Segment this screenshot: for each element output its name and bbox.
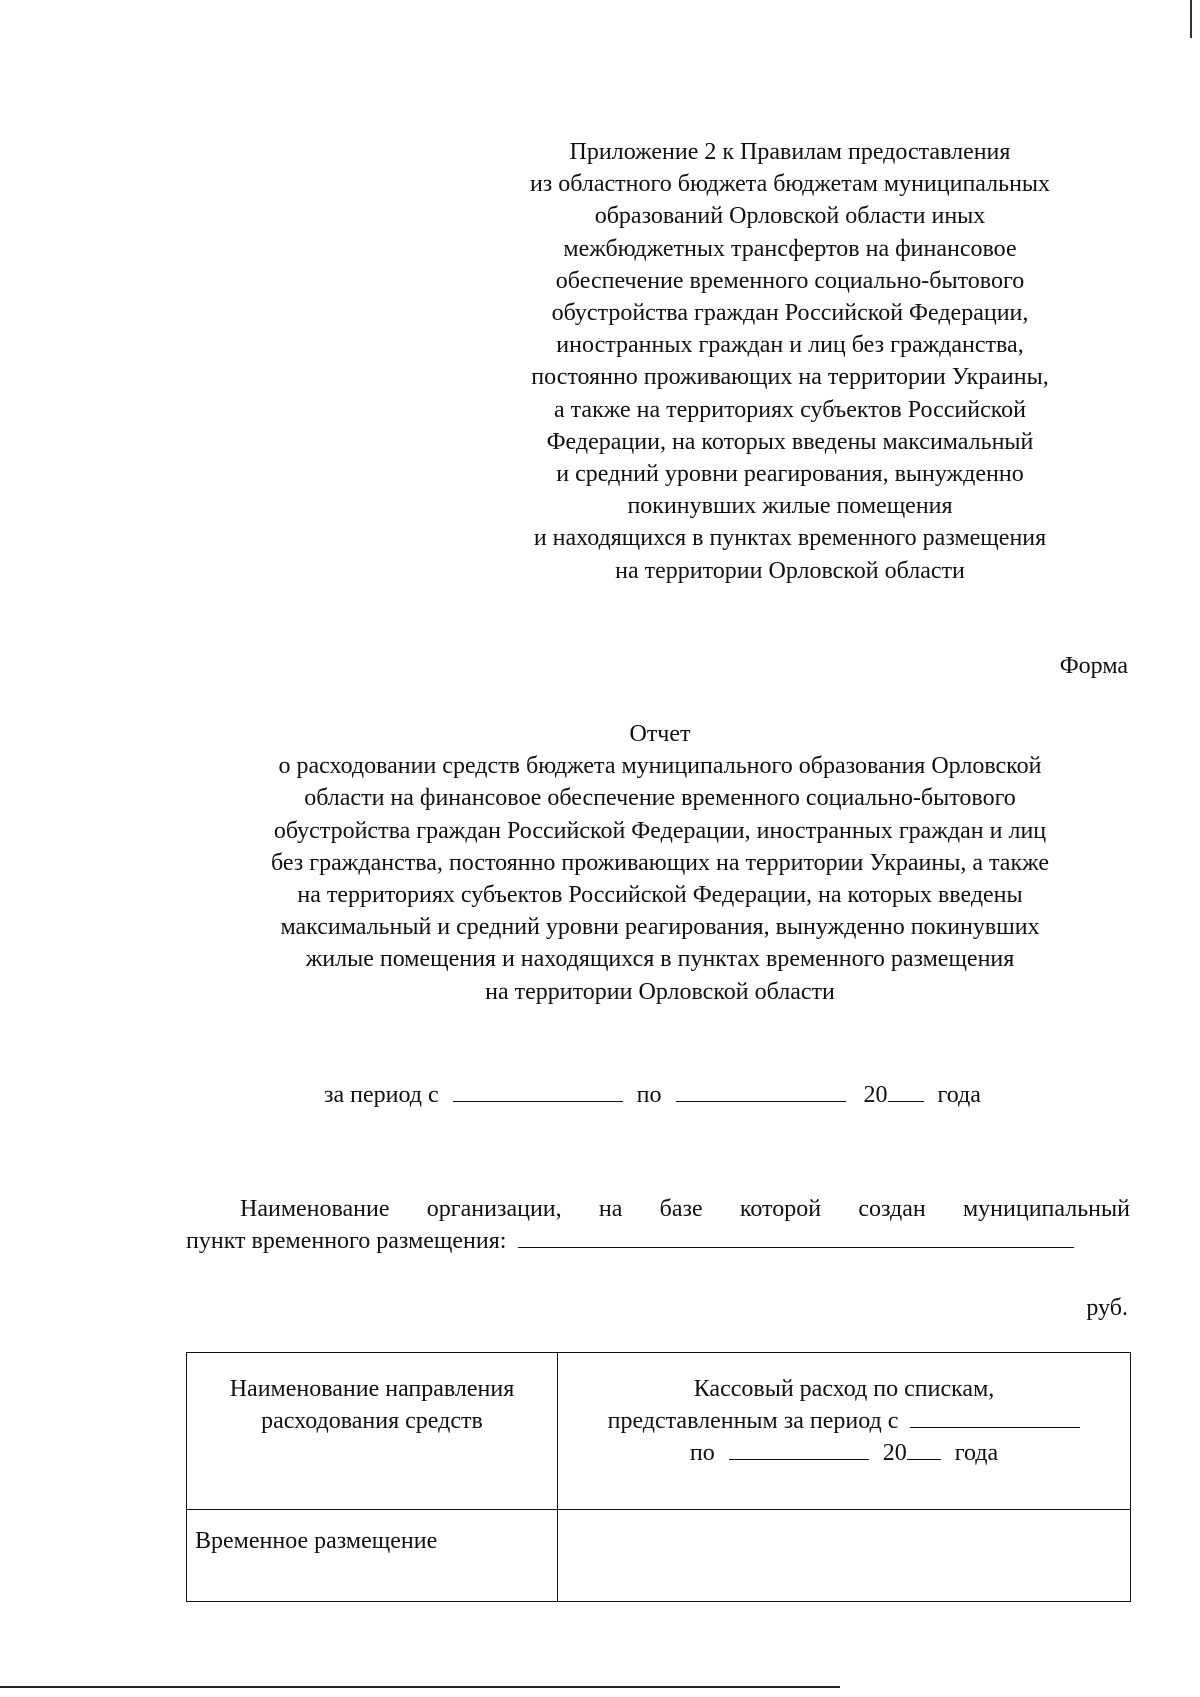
- period-line: [324, 1079, 981, 1109]
- annex-line: и находящихся в пунктах временного размещения: [533, 525, 1047, 552]
- page-edge-mark: [1190, 0, 1192, 38]
- annex-line: обустройства граждан Российской Федерации,: [551, 300, 1029, 327]
- header-direction: [187, 1353, 558, 1510]
- report-line: о расходовании средств бюджета муниципального образования Орловской: [278, 753, 1042, 780]
- header-cash-expense: [558, 1353, 1131, 1510]
- header-year-suffix: года: [954, 1440, 999, 1466]
- header-direction-line1: Наименование направления: [229, 1376, 515, 1402]
- organization-block: [186, 1193, 1130, 1257]
- annex-line: постоянно проживающих на территории Украины,: [531, 364, 1049, 391]
- annex-line: покинувших жилые помещения: [627, 493, 953, 520]
- annex-line: иностранных граждан и лиц без гражданства,: [556, 332, 1024, 359]
- organization-label-line1: Наименование организации, на базе которой создан муниципальный: [240, 1196, 1130, 1222]
- period-to-label: по: [636, 1082, 662, 1108]
- annex-line: и средний уровни реагирования, вынужденно: [556, 461, 1024, 488]
- header-year-prefix: 20: [882, 1440, 907, 1466]
- report-line: без гражданства, постоянно проживающих на территории Украины, а также: [270, 849, 1050, 876]
- period-from-label: за период с: [324, 1082, 439, 1108]
- header-cash-period-label: представленным за период с: [607, 1408, 899, 1434]
- organization-name-field[interactable]: [518, 1225, 1074, 1248]
- header-period-to-field[interactable]: [729, 1437, 869, 1460]
- currency-label: руб.: [1086, 1295, 1128, 1321]
- report-line: на территориях субъектов Российской Федерации, на которых введены: [297, 882, 1023, 909]
- header-direction-line2: расходования средств: [261, 1408, 483, 1434]
- annex-line: Приложение 2 к Правилам предоставления: [569, 139, 1011, 165]
- annex-line: Федерации, на которых введены максимальный: [546, 428, 1034, 455]
- annex-line: на территории Орловской области: [615, 557, 965, 584]
- report-line: на территории Орловской области: [485, 978, 835, 1005]
- report-line: области на финансовое обеспечение временного социально-бытового: [304, 785, 1016, 812]
- annex-line: обеспечение временного социально-бытового: [555, 267, 1025, 294]
- header-period-from-field[interactable]: [910, 1405, 1080, 1428]
- bottom-divider: [0, 1686, 840, 1688]
- annex-line: из областного бюджета бюджетам муниципальных: [529, 171, 1051, 198]
- table-header-row: [187, 1353, 1131, 1510]
- form-label: Форма: [1059, 653, 1128, 679]
- annex-line: а также на территориях субъектов Российской: [553, 396, 1027, 423]
- annex-line: образований Орловской области иных: [594, 203, 986, 230]
- organization-label: пункт временного размещения:: [186, 1228, 507, 1254]
- report-line: максимальный и средний уровни реагирования, вынужденно покинувших: [280, 914, 1040, 941]
- header-to-label: по: [689, 1440, 715, 1466]
- period-year-suffix: года: [937, 1082, 981, 1108]
- organization-label-line2: [186, 1225, 1130, 1257]
- report-title-block: [180, 718, 1140, 1008]
- row-direction-name: Временное размещение: [187, 1510, 558, 1602]
- row-cash-value[interactable]: [558, 1510, 1131, 1602]
- report-line: обустройства граждан Российской Федерации, иностранных граждан и лиц: [273, 817, 1047, 844]
- header-cash-line3: [558, 1437, 1130, 1469]
- annex-header: [470, 136, 1110, 587]
- table-row: [187, 1510, 1131, 1602]
- header-cash-line1: Кассовый расход по спискам,: [693, 1376, 995, 1402]
- period-from-field[interactable]: [453, 1079, 623, 1102]
- period-year-prefix: 20: [863, 1082, 888, 1108]
- header-cash-line2: [558, 1405, 1130, 1437]
- period-to-field[interactable]: [676, 1079, 846, 1102]
- report-title: Отчет: [629, 721, 691, 747]
- expense-table: [186, 1352, 1131, 1602]
- header-year-field[interactable]: [907, 1437, 941, 1460]
- period-year-field[interactable]: [888, 1079, 924, 1102]
- report-line: жилые помещения и находящихся в пунктах временного размещения: [305, 946, 1015, 973]
- annex-line: межбюджетных трансфертов на финансовое: [563, 235, 1017, 262]
